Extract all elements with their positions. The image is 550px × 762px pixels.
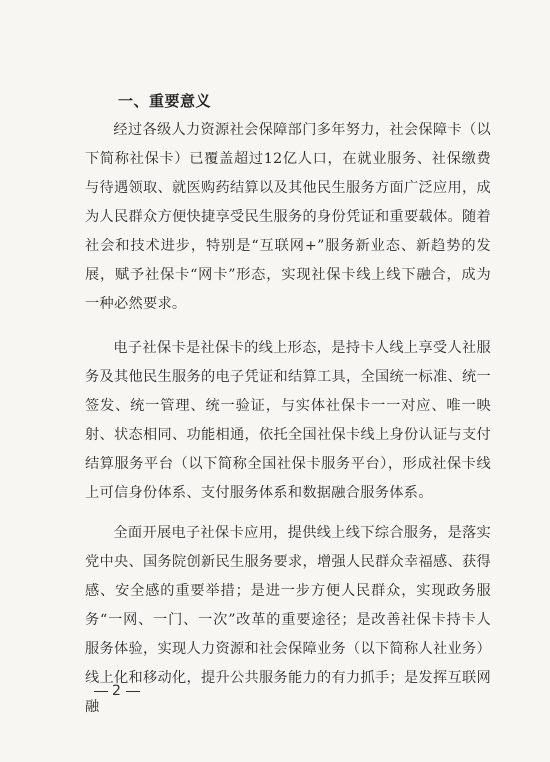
page-footer xyxy=(90,683,144,699)
paragraph-1: 经过各级人力资源社会保障部门多年努力，社会保障卡（以下简称社保卡）已覆盖超过12亿人口，在就业服务、社保缴费与待遇领取、就医购药结算以及其他民生服务方面广泛应用，成为人民群众方便快捷享受民生服务的身份凭证和重要载体。随着社会和技术进步，特别是“互联网+”服务新业态、新趋势的发展，赋予社保卡“网卡”形态，实现社保卡线上线下融合，成为一种必然要求。 xyxy=(85,122,491,312)
section-heading: 一、重要意义 xyxy=(118,92,212,110)
paragraph-3: 全面开展电子社保卡应用，提供线上线下综合服务，是落实党中央、国务院创新民生服务要求，增强人民群众幸福感、获得感、安全感的重要举措；是进一步方便人民群众，实现政务服务“一网、一门、一次”改革的重要途径；是改善社保卡持卡人服务体验，实现人力资源和社会保障业务（以下简称人社业务）线上化和移动化，提升公共服务能力的有力抓手；是发挥互联网融 xyxy=(85,525,491,715)
paragraph-2: 电子社保卡是社保卡的线上形态，是持卡人线上享受人社服务及其他民生服务的电子凭证和结算工具，全国统一标准、统一签发、统一管理、统一验证，与实体社保卡一一对应、唯一映射、状态相同、功能相通，依托全国社保卡线上身份认证与支付结算服务平台（以下简称全国社保卡服务平台），形成社保卡线上可信身份体系、支付服务体系和数据融合服务体系。 xyxy=(85,340,491,501)
page-number: 2 xyxy=(112,683,122,699)
dash-right xyxy=(126,691,140,692)
dash-left xyxy=(94,691,108,692)
